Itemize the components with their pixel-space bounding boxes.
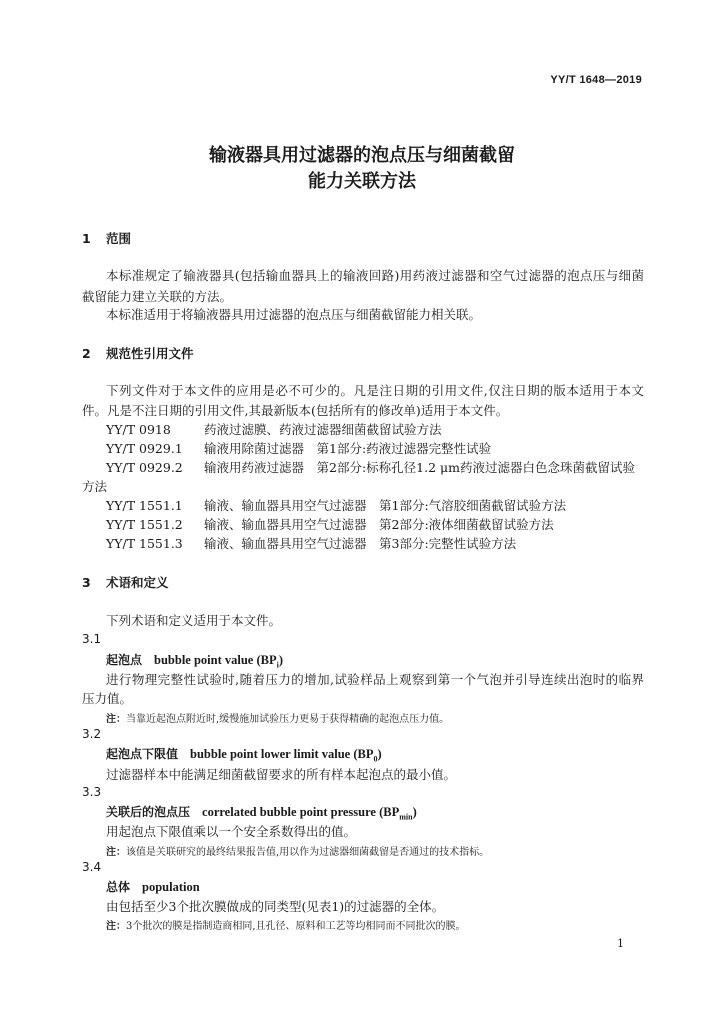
reference-code: YY/T 1551.3 — [106, 536, 183, 551]
term-zh: 总体 — [106, 880, 131, 894]
definition-line: 由包括至少3个批次膜做成的同类型(见表1)的过滤器的全体。 — [106, 899, 445, 914]
term-number: 3.1 — [82, 632, 102, 646]
section-number: 2 — [82, 346, 91, 361]
section-3-heading — [82, 573, 169, 591]
paragraph-line: 下列术语和定义适用于本文件。 — [106, 613, 282, 628]
reference-code: YY/T 0929.2 — [106, 460, 183, 475]
section-number: 1 — [82, 231, 91, 246]
reference-item — [106, 458, 644, 476]
reference-code: YY/T 0918 — [106, 422, 171, 437]
paragraph-line: 本标准规定了输液器具(包括输血器具上的输液回路)用药液过滤器和空气过滤器的泡点压与细菌 — [106, 268, 644, 283]
term-en: correlated bubble point pressure $(BP_{min})$ — [202, 805, 417, 822]
term-en: population — [142, 880, 200, 894]
term-note: 注：该值是关联研究的最终结果报告值,用以作为过滤器细菌截留是否通过的技术指标。 — [106, 847, 490, 858]
term-heading — [106, 745, 382, 764]
section-number: 3 — [82, 575, 91, 590]
reference-title: 药液过滤膜、药液过滤器细菌截留试验方法 — [204, 422, 442, 437]
paragraph-line: 方法 — [82, 479, 108, 494]
term-zh: 起泡点 — [106, 653, 143, 667]
definition-line: 压力值。 — [82, 691, 133, 706]
term-zh: 起泡点下限值 — [106, 747, 179, 761]
reference-title: 输液、输血器具用空气过滤器 第2部分:液体细菌截留试验方法 — [204, 517, 554, 532]
reference-title: 输液用药液过滤器 第2部分:标称孔径1.2 μm药液过滤器白色念珠菌截留试验 — [204, 460, 635, 475]
reference-title: 输液、输血器具用空气过滤器 第1部分:气溶胶细菌截留试验方法 — [204, 498, 567, 513]
term-en: bubble point value $(BP_i)$ — [154, 653, 284, 670]
reference-item — [106, 439, 644, 457]
document-title — [0, 143, 724, 195]
term-zh: 关联后的泡点压 — [106, 805, 191, 819]
paragraph-line: 件。凡是不注日期的引用文件,其最新版本(包括所有的修改单)适用于本文件。 — [82, 403, 509, 418]
reference-item — [106, 515, 644, 533]
reference-item — [106, 534, 644, 552]
term-note: 注：3个批次的膜是指制造商相同,且孔径、原料和工艺等均相同而不同批次的膜。 — [106, 921, 466, 932]
paragraph-line: 下列文件对于本文件的应用是必不可少的。凡是注日期的引用文件,仅注日期的版本适用于本文 — [106, 383, 644, 398]
reference-title: 输液、输血器具用空气过滤器 第3部分:完整性试验方法 — [204, 536, 517, 551]
term-number: 3.2 — [82, 727, 102, 741]
term-note: 注：当靠近起泡点附近时,缓慢施加试验压力更易于获得精确的起泡点压力值。 — [106, 714, 450, 725]
reference-item — [106, 496, 644, 514]
term-heading — [106, 803, 417, 822]
definition-line: 用起泡点下限值乘以一个安全系数得出的值。 — [106, 824, 357, 839]
section-title: 范围 — [106, 231, 132, 246]
reference-item — [106, 420, 644, 438]
term-heading — [106, 878, 200, 895]
page-number: 1 — [617, 937, 624, 950]
definition-line: 过滤器样本中能满足细菌截留要求的所有样本起泡点的最小值。 — [106, 767, 457, 782]
reference-code: YY/T 1551.1 — [106, 498, 183, 513]
section-title: 规范性引用文件 — [106, 346, 194, 361]
standard-number: YY/T 1648—2019 — [550, 74, 642, 86]
reference-title: 输液用除菌过滤器 第1部分:药液过滤器完整性试验 — [204, 441, 492, 456]
title-line-1: 输液器具用过滤器的泡点压与细菌截留 — [209, 145, 515, 166]
term-number: 3.3 — [82, 785, 102, 799]
section-1-heading — [82, 229, 131, 247]
reference-code: YY/T 0929.1 — [106, 441, 183, 456]
section-title: 术语和定义 — [106, 575, 169, 590]
paragraph-line: 本标准适用于将输液器具用过滤器的泡点压与细菌截留能力相关联。 — [106, 307, 482, 322]
section-2-heading — [82, 344, 194, 362]
title-line-2: 能力关联方法 — [308, 171, 416, 192]
term-heading — [106, 651, 283, 670]
term-en: bubble point lower limit value $(BP_0)$ — [190, 747, 382, 764]
term-number: 3.4 — [82, 860, 102, 874]
definition-line: 进行物理完整性试验时,随着压力的增加,试验样品上观察到第一个气泡并引导连续出泡时的临界 — [106, 672, 644, 687]
reference-code: YY/T 1551.2 — [106, 517, 183, 532]
paragraph-line: 截留能力建立关联的方法。 — [82, 289, 233, 304]
